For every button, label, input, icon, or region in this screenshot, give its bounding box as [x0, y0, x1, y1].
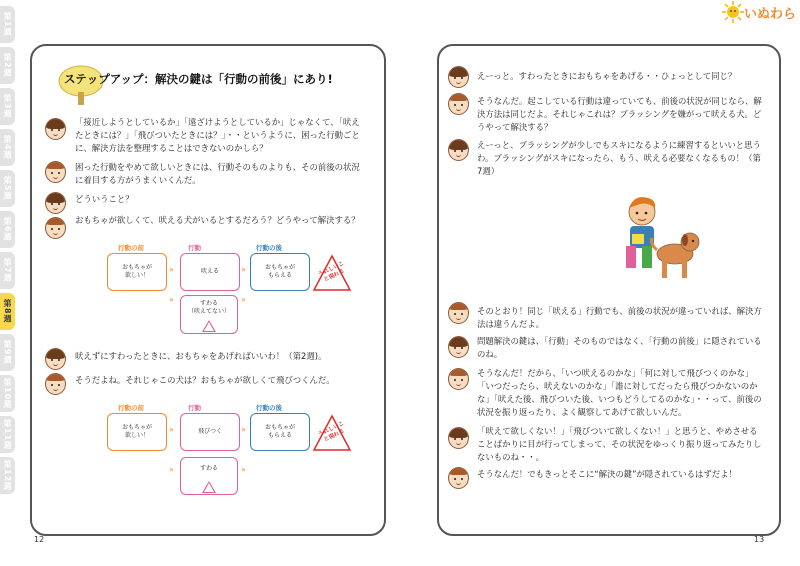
logo-text: いぬわら — [744, 7, 797, 22]
after-box: おもちゃが もらえる — [250, 413, 310, 451]
before-label: 行動の前 — [118, 244, 144, 252]
dialogue-line: えーっと。すわったときにおもちゃをあげる・・ひょっとして同じ？ — [477, 71, 737, 81]
avatar-mother — [448, 427, 469, 449]
dialogue-line: そうだよね。それじゃこの犬は？おもちゃが欲しくて飛びつくんだ。 — [75, 375, 335, 385]
stamp-text: うれしいこと現れる — [317, 420, 346, 444]
avatar-mother — [448, 66, 469, 88]
avatar-mother — [45, 192, 66, 214]
before-box: おもちゃが 欲しい！ — [107, 413, 167, 451]
chapter-tab[interactable]: 第5週 — [0, 170, 15, 207]
dialogue-line: そうなんだ！でもきっとそこに“解決の鍵”が隠されているはずだよ！ — [477, 469, 737, 479]
chapter-tab[interactable]: 第4週 — [0, 129, 15, 166]
action-box: 飛びつく — [180, 413, 240, 451]
dialogue-line: おもちゃが欲しくて、吠える犬がいるとするだろう？どうやって解決する？ — [75, 215, 360, 225]
arrow-icon: » — [241, 265, 246, 274]
chapter-tab[interactable]: 第2週 — [0, 47, 15, 84]
stamp-text: うれしいこと現れる — [317, 260, 346, 284]
arrow-icon: » — [169, 465, 174, 474]
avatar-trainer — [448, 93, 469, 115]
before-label: 行動の前 — [118, 404, 144, 412]
dialogue-line: そうなんだ！だから、「いつ吠えるのかな」「何に対して飛びつくのかな」「いつだったら、吠えないのかな」「誰に対してだったら飛びつかないのかな」「吠えた後、飛びついた後、いつもどうしてるのかな」・・って、前後の状況を振り返ったり、よく観察してあげて欲しいんだ。 — [477, 368, 762, 417]
triangle-icon — [202, 481, 216, 493]
chapter-tab[interactable]: 第3週 — [0, 88, 15, 125]
triangle-icon — [202, 320, 216, 332]
brand-logo — [722, 2, 800, 22]
after-label: 行動の後 — [256, 404, 282, 412]
chapter-tab[interactable]: 第1週 — [0, 6, 15, 43]
action-label: 行動 — [188, 244, 201, 252]
chapter-tab[interactable]: 第8週 — [0, 293, 15, 330]
avatar-trainer — [448, 368, 469, 390]
chapter-tab[interactable]: 第6週 — [0, 211, 15, 248]
after-box: おもちゃが もらえる — [250, 253, 310, 291]
page-title: ステップアップ：解決の鍵は「行動の前後」にあり! — [64, 72, 333, 86]
chapter-tab[interactable]: 第9週 — [0, 334, 15, 371]
after-label: 行動の後 — [256, 244, 282, 252]
action-label: 行動 — [188, 404, 201, 412]
alternative-label: すわる （吠えてない） — [187, 300, 230, 315]
chapter-tab[interactable]: 第12週 — [0, 457, 15, 494]
avatar-trainer — [448, 467, 469, 489]
chapter-tab[interactable]: 第10週 — [0, 375, 15, 412]
arrow-icon: » — [241, 295, 246, 304]
avatar-trainer — [45, 217, 66, 239]
dialogue-line: 「吠えて欲しくない！」「飛びついて欲しくない！」と思うと、やめさせることばかりに目が行ってしまって、その状況をゆっくり振り返ってみたりしないものね・・。 — [477, 426, 762, 462]
dialogue-line: そうなんだ。起こしている行動は違っていても、前後の状況が同じなら、解決方法は同じだよ。それじゃこれは？ブラッシングを嫌がって吠える犬。どうやって解決する？ — [477, 96, 762, 132]
avatar-trainer — [45, 161, 66, 183]
arrow-icon: » — [241, 425, 246, 434]
chapter-tab[interactable]: 第7週 — [0, 252, 15, 289]
dialogue-line: そのとおり！同じ「吠える」行動でも、前後の状況が違っていれば、解決方法は違うんだよ。 — [477, 306, 762, 329]
arrow-icon: » — [169, 425, 174, 434]
dialogue-line: えーっと、ブラッシングが少しでもスキになるように練習するといいと思うわ。ブラッシングがスキになったら、もう、吠える必要なくなるもの！（第7週） — [477, 140, 761, 176]
dialogue-line: 問題解決の鍵は、「行動」そのものではなく、「行動の前後」に隠されているのね。 — [477, 336, 762, 359]
arrow-icon: » — [241, 465, 246, 474]
dialogue-line: どういうこと？ — [75, 194, 134, 204]
dialogue-line: 困った行動をやめて欲しいときには、行動そのものよりも、その前後の状況に着目する方がうまくいくんだ。 — [75, 162, 360, 185]
chapter-tab[interactable]: 第11週 — [0, 416, 15, 453]
page-number-right: 13 — [754, 535, 765, 544]
child-and-dog-illustration — [612, 190, 702, 290]
sun-icon — [722, 1, 744, 23]
avatar-trainer — [45, 373, 66, 395]
avatar-mother — [45, 118, 66, 140]
avatar-trainer — [448, 302, 469, 324]
arrow-icon: » — [169, 265, 174, 274]
dialogue-line: 「接近しようとしているか」「遠ざけようとしているか」じゃなくて、「吠えたときには？」「飛びついたときには？」・・というように、困った行動ごとに、解決方法を整理することはできないのかしら？ — [75, 117, 360, 153]
page-number-left: 12 — [34, 535, 45, 544]
arrow-icon: » — [169, 295, 174, 304]
avatar-mother — [45, 348, 66, 370]
alternative-label: すわる — [199, 465, 218, 472]
avatar-mother — [448, 336, 469, 358]
action-box: 吠える — [180, 253, 240, 291]
avatar-mother — [448, 139, 469, 161]
before-box: おもちゃが 欲しい！ — [107, 253, 167, 291]
dialogue-line: 吠えずにすわったときに、おもちゃをあげればいいわ！（第2週)。 — [75, 351, 327, 361]
